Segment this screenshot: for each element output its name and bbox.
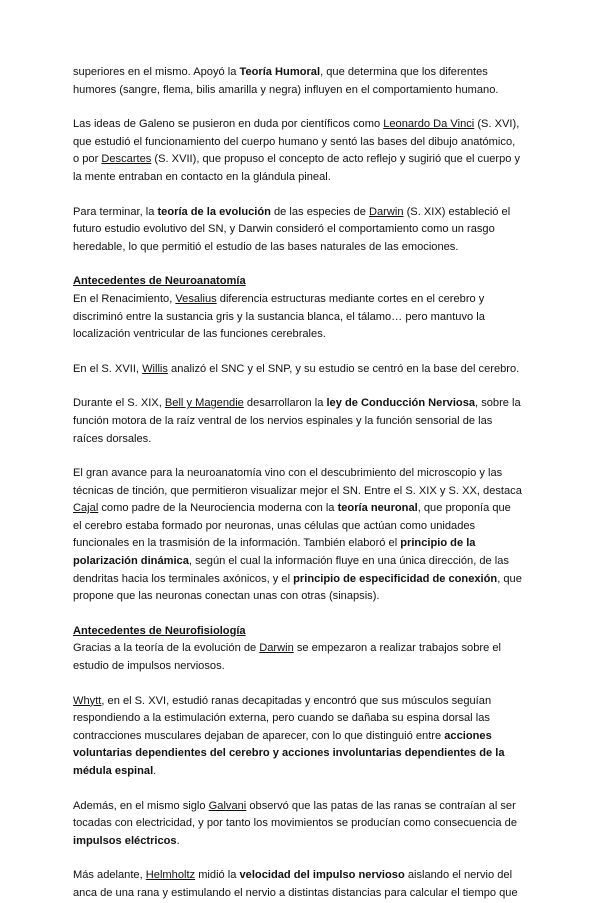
heading-neuroanatomia: Antecedentes de Neuroanatomía: [73, 275, 246, 288]
paragraph-galeno: Las ideas de Galeno se pusieron en duda por científicos como Leonardo Da Vinci (S. XVI), que estudió el funcionamiento del cuerpo humano y sentó las bases del dibujo anatómico, o por Descartes (S. XVII), que propuso el concepto de acto reflejo y sugirió que el cuerpo y la mente entraban en contacto en la glándula pineal.: [73, 118, 521, 183]
name-descartes: Descartes: [101, 153, 152, 166]
paragraph-galvani: Además, en el mismo siglo Galvani observó que las patas de las ranas se contraían al ser tocadas con electricidad, y por tanto los movimientos se producían como consecuencia de impulsos eléctricos.: [73, 799, 517, 847]
term-impulsos-electricos: impulsos eléctricos: [73, 834, 177, 847]
term-especificidad-conexion: principio de especificidad de conexión: [293, 572, 498, 585]
term-teoria-humoral: Teoría Humoral: [239, 66, 321, 78]
name-vesalius: Vesalius: [175, 292, 217, 305]
term-ley-conduccion: ley de Conducción Nerviosa: [326, 397, 476, 410]
term-acciones-voluntarias: acciones voluntarias dependientes del cerebro y acciones involuntarias dependientes de la médula espinal: [73, 729, 505, 777]
paragraph-vesalius: En el Renacimiento, Vesalius diferencia estructuras mediante cortes en el cerebro y discriminó entre la sustancia gris y la sustancia blanca, el tálamo… pero mantuvo la localización ventricular de las funciones cerebrales.: [73, 292, 485, 341]
name-bell-magendie: Bell y Magendie: [164, 397, 244, 410]
name-willis: Willis: [142, 362, 168, 375]
paragraph-whytt: Whytt, en el S. XVI, estudió ranas decapitadas y encontró que sus músculos seguían respondiendo a la estimulación externa, pero cuando se dañaba su espina dorsal las contracciones musculares dejaban de aparecer, con lo que distinguió entre acciones voluntarias dependientes del cerebro y acciones involuntarias dependientes de la médula espinal.: [73, 694, 505, 777]
paragraph-impulsos: Gracias a la teoría de la evolución de Darwin se empezaron a realizar trabajos sobre el estudio de impulsos nerviosos.: [73, 642, 501, 673]
term-velocidad-impulso: velocidad del impulso nervioso: [239, 869, 405, 882]
paragraph-cajal: El gran avance para la neuroanatomía vino con el descubrimiento del microscopio y las técnicas de tinción, que permitieron visualizar mejor el SN. Entre el S. XIX y S. XX, destaca Cajal como padre de la Neurociencia moderna con la teoría neuronal, que proponía que el cerebro estaba formado por neuronas, unas células que actúan como unidades funcionales en la trasmisión de la información. También elaboró el principio de la polarización dinámica, según el cual la información fluye en una única dirección, de las dendritas hacia los terminales axónicos, y el principio de especificidad de conexión, que propone que las neuronas conectan unas con otras (sinapsis).: [73, 467, 522, 603]
name-helmholtz: Helmholtz: [145, 869, 196, 882]
paragraph-teoria-humoral: superiores en el mismo. Apoyó la Teoría Humoral, que determina que los diferentes humores (sangre, flema, bilis amarilla y negra) influyen en el comportamiento humano.: [73, 66, 499, 96]
term-polarizacion-dinamica: principio de la polarización dinámica: [73, 537, 476, 568]
paragraph-bell-magendie: Durante el S. XIX, Bell y Magendie desarrollaron la ley de Conducción Nerviosa, sobre la función motora de la raíz ventral de los nervios espinales y la función sensorial de las raíces dorsales.: [73, 397, 521, 445]
name-galvani: Galvani: [208, 799, 247, 812]
paragraph-evolucion: Para terminar, la teoría de la evolución de las especies de Darwin (S. XIX) estableció el futuro estudio evolutivo del SN, y Darwin consideró el comportamiento como un rasgo heredable, lo que permitió el estudio de las bases naturales de las emociones.: [73, 205, 511, 253]
term-teoria-neuronal: teoría neuronal: [337, 502, 418, 515]
heading-neurofisiologia: Antecedentes de Neurofisiología: [73, 624, 246, 637]
name-da-vinci: Leonardo Da Vinci: [383, 118, 475, 131]
name-whytt: Whytt: [73, 694, 102, 707]
name-darwin: Darwin: [368, 205, 404, 218]
paragraph-willis: En el S. XVII, Willis analizó el SNC y el SNP, y su estudio se centró en la base del cerebro.: [73, 362, 520, 375]
paragraph-helmholtz: Más adelante, Helmholtz midió la velocidad del impulso nervioso aislando el nervio del anca de una rana y estimulando el nervio a distintas distancias para calcular el tiempo que: [73, 869, 518, 899]
term-teoria-evolucion: teoría de la evolución: [157, 205, 271, 218]
name-cajal: Cajal: [73, 502, 99, 515]
name-darwin-2: Darwin: [259, 642, 294, 655]
